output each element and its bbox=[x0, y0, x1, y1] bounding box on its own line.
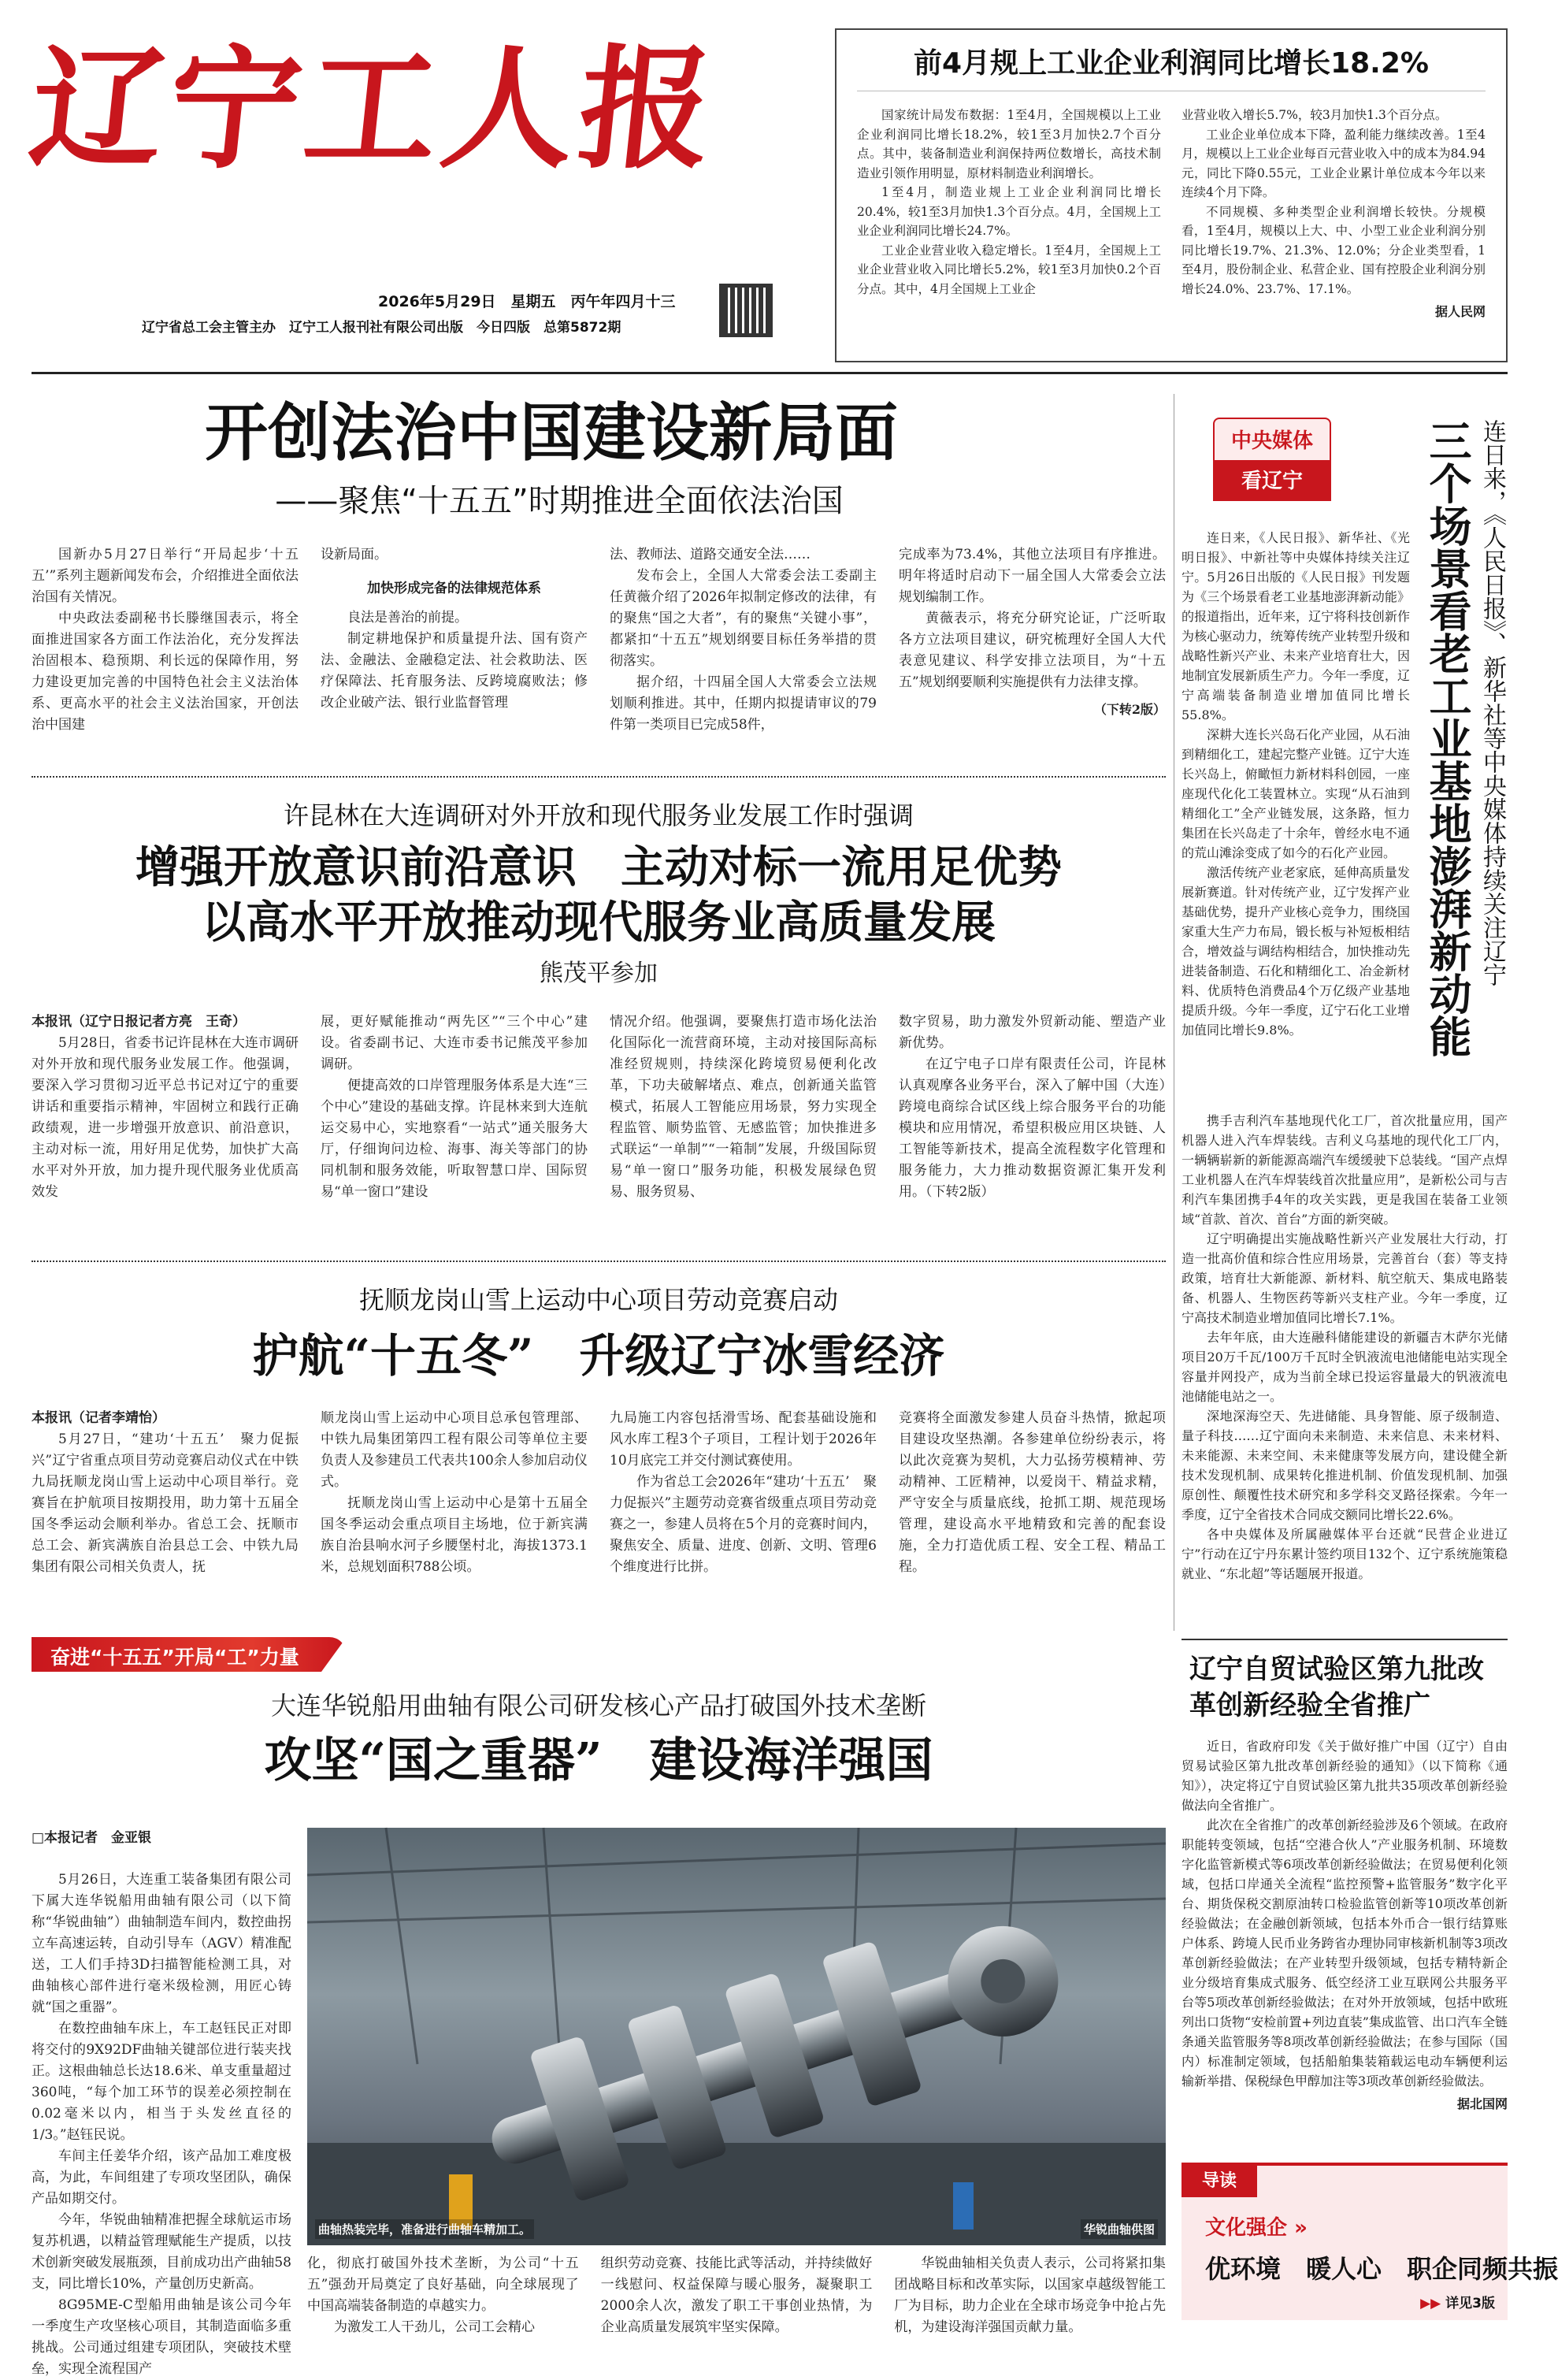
masthead bbox=[23, 24, 819, 355]
ftz-source: 据北国网 bbox=[1456, 2096, 1508, 2111]
top-news-box bbox=[835, 28, 1508, 362]
story2-col-4: 数字贸易，助力激发外贸新动能、塑造产业新优势。 在辽宁电子口岸有限责任公司，许昆林认真观摩各业务平台，深入了解中国（大连）跨境电商综合试区线上综合服务平台的功能模块和应用情况，希望积极应用区块链、人工智能等新技术，提高全流程数字化管理和服务能力，大力推动数据资源汇集开发利用。（下转2版） bbox=[899, 1014, 1166, 1200]
lead-continued: （下转2版） bbox=[1093, 702, 1166, 717]
lead-subheadline: ——聚焦“十五五”时期推进全面依法治国 bbox=[275, 483, 844, 519]
guide-headline: 优环境 暖人心 职企同频共振 bbox=[1205, 2254, 1558, 2284]
media-sidebar bbox=[1181, 402, 1508, 1631]
story-3 bbox=[32, 1280, 1166, 1619]
photo-caption: 曲轴热装完毕，准备进行曲轴车精加工。 bbox=[315, 2219, 534, 2239]
story4-col-4: 华锐曲轴相关负责人表示，公司将紧扣集团战略目标和改革实际，以国家卓越级智能工厂为目标，助力企业在全球市场竞争中抢占先机，为建设海洋强国贡献力量。 bbox=[894, 2256, 1167, 2335]
top-news-source: 据人民网 bbox=[1434, 304, 1486, 319]
story2-col-1: 本报讯（辽宁日报记者方亮 王奇） 5月28日，省委书记许昆林在大连市调研对外开放和现代服务业发展工作。他强调，要深入学习贯彻习近平总书记对辽宁的重要讲话和重要指示精神，牢固树立和践行正确政绩观，进一步增强开放意识、前沿意识，主动对标一流，用好用足优势，加快扩大高水平对外开放，加力提升现代服务业优质高效发 bbox=[32, 1014, 299, 1200]
media-body-bottom: 携手吉利汽车基地现代化工厂，首次批量应用，国产机器人进入汽车焊装线。吉利义乌基地的现代化工厂内，一辆辆崭新的新能源高端汽车缓缓驶下总装线。“国产点焊工业机器人在汽车焊装线首次批量应用”，是新松公司与吉利汽车集团携手4年的攻关实践，更是我国在装备工业领域“首款、首次、首台”方面的新突破。 辽宁明确提出实施战略性新兴产业发展壮大行动，打造一批高价值和综合性应用场景，完善首台（套）等支持政策，培育壮大新能源、新材料、航空航天、集成电路装备、机器人、生物医药等新兴支柱产业。今年一季度，辽宁高技术制造业增加值同比增长7.1%。 去年年底，由大连融科储能建设的新疆吉木萨尔光储项目20万千瓦/100万千瓦时全钒液流电池储能电站实现全容量并网投产，成为当前全球已投运容量最大的钒液流电池储能电站之一。 深地深海空天、先进储能、具身智能、原子级制造、量子科技……辽宁面向未来制造、未来信息、未来材料、未来能源、未来空间、未来健康等发展方向，建设健全新技术发现机制、成果转化推进机制、价值发现机制、加强原创性、颠覆性技术研究和多学科交叉路径探索。今年一季度，辽宁全省技术合同成交额同比增长22.6%。 各中央媒体及所属融媒体平台还就“民营企业进辽宁”行动在辽宁丹东累计签约项目132个、辽宁系统施策稳就业、“东北超”等话题展开报道。 bbox=[1181, 1113, 1508, 1581]
qr-code bbox=[719, 284, 773, 337]
lead-col-2: 设新局面。 加快形成完备的法律规范体系 良法是善治的前提。 制定耕地保护和质量提升法、国有资产法、金融法、金融稳定法、社会救助法、医疗保障法、托育服务法、反跨境腐败法；修改企业破产法、银行业监督管理 bbox=[321, 547, 588, 711]
story3-col-2: 顺龙岗山雪上运动中心项目总承包管理部、中铁九局集团第四工程有限公司等单位主要负责人及参建员工代表共100余人参加启动仪式。 抚顺龙岗山雪上运动中心是第十五届全国冬季运动会重点项目主场地，位于新宾满族自治县响水河子乡腰堡村北，海拔1373.1米，总规划面积788公顷。 bbox=[321, 1410, 588, 1575]
guide-label: 导读 bbox=[1181, 2166, 1257, 2197]
story4-col-3: 组织劳动竞赛、技能比武等活动，并持续做好一线慰问、权益保障与暖心服务，凝聚职工2000余人次，激发了职工干事创业热情，为企业高质量发展筑牢坚实保障。 bbox=[600, 2256, 873, 2335]
divider-1 bbox=[32, 776, 1166, 778]
lead-col-3: 法、教师法、道路交通安全法…… 发布会上，全国人大常委会法工委副主任黄薇介绍了2026年拟制定修改的法律，有的聚焦“国之大者”，有的聚焦“关键小事”，都紧扣“十五五”规划纲要目标任务举措的贯彻落实。 据介绍，十四届全国人大常委会立法规划顺利推进。其中，任期内拟提请审议的79件第一类项目已完成58件， bbox=[610, 547, 877, 733]
story3-headline: 护航“十五冬” 升级辽宁冰雪经济 bbox=[252, 1329, 945, 1383]
story-4 bbox=[32, 1631, 1167, 2377]
story4-headline: 攻坚“国之重器” 建设海洋强国 bbox=[264, 1733, 933, 1788]
guide-link[interactable]: ▶▶ 详见3版 bbox=[1420, 2296, 1495, 2311]
ftz-headline: 辽宁自贸试验区第九批改革创新经验全省推广 bbox=[1189, 1654, 1484, 1721]
media-badge: 中央媒体 看辽宁 bbox=[1213, 418, 1331, 504]
story4-col-2: 化，彻底打破国外技术垄断，为公司“十五五”强劲开局奠定了良好基础，向全球展现了中国高端装备制造的卓越实力。 为激发工人干劲儿，公司工会精心 bbox=[307, 2256, 579, 2335]
story3-kicker: 抚顺龙岗山雪上运动中心项目劳动竞赛启动 bbox=[358, 1285, 838, 1315]
story4-kicker: 大连华锐船用曲轴有限公司研发核心产品打破国外技术垄断 bbox=[270, 1691, 926, 1721]
double-chevron-icon: » bbox=[1287, 2216, 1308, 2240]
lead-story bbox=[32, 394, 1166, 764]
story3-col-1: 本报讯（记者李靖怡） 5月27日，“建功‘十五五’ 聚力促振兴”辽宁省重点项目劳动竞赛启动仪式在中铁九局抚顺龙岗山雪上运动中心项目举行。竞赛旨在护航项目按期投用，助力第十五届全国冬季运动会顺利举办。省总工会、抚顺市总工会、新宾满族自治县总工会、中铁九局集团有限公司相关负责人，抚 bbox=[32, 1410, 299, 1575]
story2-headline-1: 增强开放意识前沿意识 主动对标一流用足优势 bbox=[135, 841, 1062, 893]
media-kicker: 连日来，《人民日报》、新华社等中央媒体持续关注辽宁 bbox=[1478, 419, 1506, 986]
top-news-headline: 前4月规上工业企业利润同比增长18.2% bbox=[857, 41, 1486, 91]
guide-column: 文化强企 » bbox=[1205, 2216, 1308, 2240]
lead-col-4: 完成率为73.4%，其他立法项目有序推进。明年将适时启动下一届全国人大常委会立法规划编制工作。 黄薇表示，将充分研究论证，广泛听取各方立法项目建议，研究梳理好全国人大代表意见建议、科学安排立法项目，为“十五五”规划纲要顺利实施提供有力法律支撑。 （下转2版） bbox=[899, 547, 1166, 717]
lead-col-1: 国新办5月27日举行“开局起步‘十五五’”系列主题新闻发布会，介绍推进全面依法治国有关情况。 中央政法委副秘书长滕继国表示，将全面推进国家各方面工作法治化，充分发挥法治固根本、稳预期、利长远的保障作用，努力建设更加完善的中国特色社会主义法治体系、更高水平的社会主义法治国家，开创法治中国建 bbox=[32, 547, 299, 733]
story2-col-2: 展，更好赋能推动“两先区”“三个中心”建设。省委副书记、大连市委书记熊茂平参加调研。 便捷高效的口岸管理服务体系是大连“三个中心”建设的基础支撑。许昆林来到大连航运交易中心，实地察看“一站式”通关服务大厅，仔细询问边检、海事、海关等部门的协同机制和服务效能，听取智慧口岸、国际贸易“单一窗口”建设 bbox=[321, 1014, 588, 1200]
divider-2 bbox=[32, 1261, 1166, 1262]
story3-col-4: 竞赛将全面激发参建人员奋斗热情，掀起项目建设攻坚热潮。各参建单位纷纷表示，将以此次竞赛为契机，大力弘扬劳模精神、劳动精神、工匠精神，以爱岗干、精益求精，严守安全与质量底线，抢抓工期、规范现场管理，建设高水平地精致和完善的配套设施，全力打造优质工程、安全工程、精品工程。 bbox=[899, 1410, 1166, 1575]
ftz-sidebar: 辽宁自贸试验区第九批改革创新经验全省推广 近日，省政府印发《关于做好推广中国（辽宁）自由贸易试验区第九批改革创新经验的通知》（以下简称《通知》），决定将辽宁自贸试验区第九批共35项改革创新经验做法向全省推广。 此次在全省推广的改革创新经验涉及6个领域。在政府职能转变领域，包括“空港合伙人”产业服务机制、环境数字化监管新模式等6项改革创新经验做法；在贸易便利化领域，包括口岸通关全流程“监控预警+监管服务”数字化平台、期货保税交割原油转口检验监管创新等10项改革创新经验做法；在金融创新领域，包括本外币合一银行结算账户体系、跨境人民币业务跨省办理协同审核新机制等3项改革创新经验做法；在产业转型升级领域，包括专精特新企业分级培育集成式服务、低空经济工业互联网公共服务平台等5项改革创新经验做法；在对外开放领域，包括中欧班列出口货物“安检前置+列边直装”集成监管、出口汽车全链条通关监管服务等8项改革创新经验做法；在参与国际（国内）标准制定领域，包括船舶集装箱载运电动车辆便利运输新举措、保税绿色甲醇加注等3项改革创新经验做法。 据北国网 bbox=[1181, 1639, 1508, 2151]
top-news-col-1: 国家统计局发布数据：1至4月，全国规模以上工业企业利润同比增长18.2%，较1至3月加快2.7个百分点。其中，装备制造业利润保持两位数增长，高技术制造业引领作用明显，原材料制造业利润增长。 1至4月，制造业规上工业企业利润同比增长20.4%，较1至3月加快1.3个百分点。4月，全国规上工业企业利润同比增长24.7%。 工业企业营业收入稳定增长。1至4月，全国规上工业企业营业收入同比增长5.2%，较1至3月加快0.2个百分点。其中，4月全国规上工业企 bbox=[857, 108, 1161, 296]
crankshaft-illustration bbox=[307, 1828, 1166, 2245]
header-rule bbox=[32, 372, 1508, 374]
factory-photo bbox=[307, 1828, 1166, 2245]
story2-col-3: 情况介绍。他强调，要聚焦打造市场化法治化国际化一流营商环境，主动对接国际高标准经贸规则，持续深化跨境贸易便利化改革，下功夫破解堵点、难点，创新通关监管模式，拓展人工智能应用场景，努力实现全程监管、顺势监管、无感监管；加快推进多式联运“一单制”“一箱制”发展，升级国际贸易“单一窗口”服务功能，积极发展绿色贸易、服务贸易、 bbox=[610, 1014, 877, 1200]
story4-ribbon: 奋进“十五五”开局“工”力量 bbox=[32, 1631, 1166, 1675]
story4-byline: □本报记者 金亚银 bbox=[32, 1830, 152, 1846]
story2-kicker: 许昆林在大连调研对外开放和现代服务业发展工作时强调 bbox=[283, 800, 914, 830]
guide-box[interactable] bbox=[1181, 2163, 1558, 2320]
story2-headline-2: 以高水平开放推动现代服务业高质量发展 bbox=[202, 897, 996, 949]
lead-headline: 开创法治中国建设新局面 bbox=[205, 396, 898, 470]
story3-col-3: 九局施工内容包括滑雪场、配套基础设施和风水库工程3个子项目，工程计划于2026年10月底完工并交付测试赛使用。 作为省总工会2026年“建功‘十五五’ 聚力促振兴”主题劳动竞赛省级重点项目劳动竞赛之一，参建人员将在5个月的竞赛时间内，聚焦安全、质量、进度、创新、文明、管理6个维度进行比拼。 bbox=[610, 1410, 877, 1575]
newspaper-logo: 辽宁工人报 bbox=[23, 31, 725, 187]
media-body-top: 连日来，《人民日报》、新华社、《光明日报》、中新社等中央媒体持续关注辽宁。5月26日出版的《人民日报》刊发题为《三个场景看老工业基地澎湃新动能》的报道指出，近年来，辽宁将科技创新作为核心驱动力，统筹传统产业转型升级和战略性新兴产业、未来产业培育壮大，因地制宜发展新质生产力。今年一季度，辽宁高端装备制造业增加值同比增长55.8%。 深耕大连长兴岛石化产业园，从石油到精细化工，建起完整产业链。辽宁大连长兴岛上，俯瞰恒力新材料科创园，一座座现代化化工装置林立。实现“从石油到精细化工”全产业链发展，这条路，恒力集团在长兴岛走了十余年，曾经水电不通的荒山滩涂变成了如今的石化产业园。 激活传统产业老家底，延伸高质量发展新赛道。针对传统产业，辽宁发挥产业基础优势，提升产业核心竞争力，围绕国家重大生产力布局，锻长板与补短板相结合，增效益与调结构相结合，加快推动先进装备制造、石化和精细化工、冶金新材料、优质特色消费品4个万亿级产业基地提质升级。今年一季度，辽宁石化工业增加值同比增长9.8%。 bbox=[1181, 530, 1410, 1038]
story-2 bbox=[32, 796, 1166, 1237]
story2-attendee: 熊茂平参加 bbox=[540, 960, 658, 987]
story4-col-1: 5月26日，大连重工装备集团有限公司下属大连华锐船用曲轴有限公司（以下简称“华锐曲轴”）曲轴制造车间内，数控曲拐立车高速运转，自动引导车（AGV）精准配送，工人们手持3D扫描智能检测工具，对曲轴核心部件进行毫米级检测，用匠心铸就“国之重器”。 在数控曲轴车床上，车工赵钰民正对即将交付的9X92DF曲轴关键部位进行装夹找正。这根曲轴总长达18.6米、单支重量超过360吨，“每个加工环节的误差必须控制在0.02毫米以内，相当于头发丝直径的1/3。”赵钰民说。 车间主任姜华介绍，该产品加工难度极高，为此，车间组建了专项攻坚团队，确保产品如期交付。 今年，华锐曲轴精准把握全球航运市场复苏机遇，以精益管理赋能生产提质，以技术创新突破发展瓶颈，目前成功出产曲轴58支，同比增长10%，产量创历史新高。 8G95ME-C型船用曲轴是该公司今年一季度生产攻坚核心项目，其制造面临多重挑战。公司通过组建专项团队，突破技术壁垒，实现全流程国产 bbox=[32, 1872, 291, 2377]
arrow-right-icon: ▶▶ bbox=[1420, 2296, 1441, 2311]
publisher-line: 辽宁省总工会主管主办 辽宁工人报刊社有限公司出版 今日四版 总第5872期 bbox=[142, 320, 621, 336]
date-line: 2026年5月29日 星期五 丙午年四月十三 bbox=[378, 293, 676, 310]
photo-credit: 华锐曲轴供图 bbox=[1081, 2219, 1158, 2239]
top-news-col-2: 业营业收入增长5.7%，较3月加快1.3个百分点。 工业企业单位成本下降，盈利能力继续改善。1至4月，规模以上工业企业每百元营业收入中的成本为84.94元，同比下降0.55元，工业企业累计单位成本今年以来连续4个月下降。 不同规模、多种类型企业利润增长较快。分规模看，1至4月，规模以上大、中、小型工业企业利润分别同比增长19.7%、21.3%、12.0%；分企业类型看，1至4月，股份制企业、私营企业、国有控股企业利润分别增长24.0%、23.7%、17.1%。 据人民网 bbox=[1181, 108, 1486, 319]
media-headline: 三个场景看老工业基地澎湃新动能 bbox=[1423, 419, 1473, 1057]
